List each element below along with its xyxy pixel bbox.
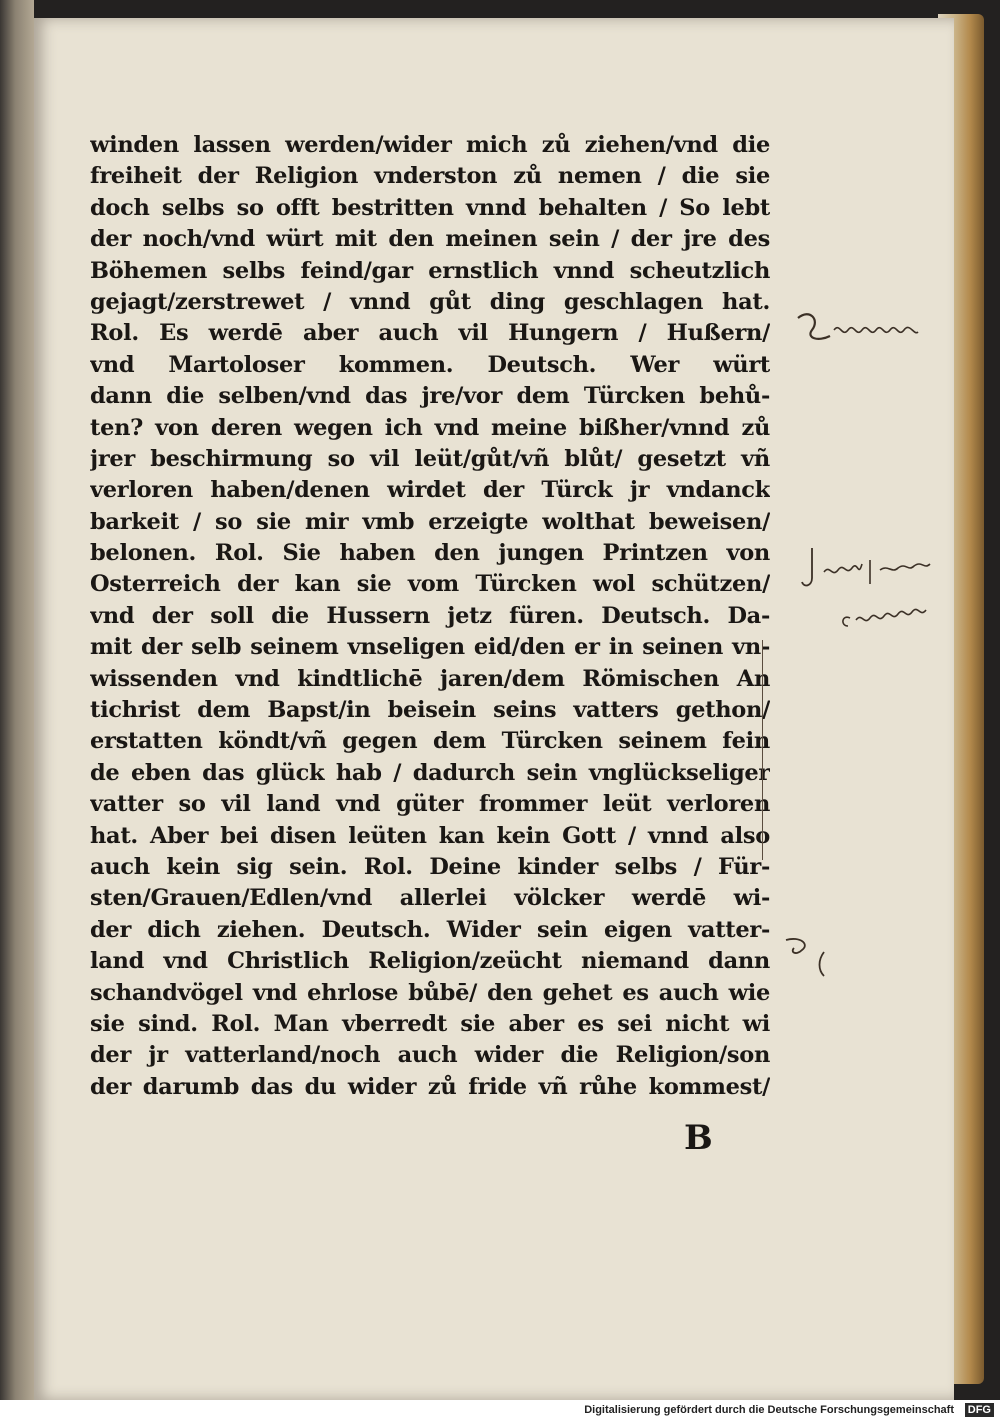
body-text bbox=[90, 130, 770, 1103]
text-line: hat. Aber bei disen leüten kan kein Gott / vnnd also bbox=[90, 822, 770, 849]
text-line: barkeit / so sie mir vmb erzeigte wolthat beweisen/ bbox=[90, 508, 770, 535]
text-line: winden lassen werden/wider mich zů ziehen/vnd die bbox=[90, 132, 770, 158]
text-line: dann die selben/vnd das jre/vor dem Türcken behů- bbox=[90, 383, 770, 410]
dfg-logo: DFG bbox=[965, 1403, 994, 1417]
text-line: auch kein sig sein. Rol. Deine kinder selbs / Für- bbox=[90, 853, 770, 880]
marginalia-hungern bbox=[790, 300, 940, 360]
text-line: doch selbs so offt bestritten vnnd behalten / So lebt bbox=[90, 194, 770, 221]
text-line: schandvögel vnd ehrlose bůbē/ den gehet es auch wie bbox=[90, 979, 770, 1006]
text-line: der noch/vnd würt mit den meinen sein / der jre des bbox=[90, 226, 770, 253]
text-line: freiheit der Religion vnderston zů nemen / die sie bbox=[90, 163, 770, 190]
text-line: gejagt/zerstrewet / vnnd gůt ding geschlagen hat. bbox=[90, 288, 770, 315]
margin-bracket bbox=[752, 640, 763, 860]
previous-page-edge bbox=[0, 0, 34, 1400]
text-line: ten? von deren wegen ich vnd meine bißher/vnnd zů bbox=[90, 414, 770, 441]
text-line: belonen. Rol. Sie haben den jungen Printzen von bbox=[90, 540, 770, 567]
text-line: Osterreich der kan sie vom Türcken wol schützen/ bbox=[90, 571, 770, 598]
text-line: Rol. Es werdē aber auch vil Hungern / Hußern/ bbox=[90, 320, 770, 347]
text-line: vnd der soll die Hussern jetz füren. Deutsch. Da- bbox=[90, 602, 770, 629]
text-line: vnd Martoloser kommen. Deutsch. Wer würt bbox=[90, 351, 770, 378]
text-line: verloren haben/denen wirdet der Türck jr vndanck bbox=[90, 477, 770, 504]
text-line: tichrist dem Bapst/in beisein seins vatters gethon/ bbox=[90, 697, 770, 724]
text-line: sten/Grauen/Edlen/vnd allerlei völcker werdē wi- bbox=[90, 885, 770, 912]
text-line: wissenden vnd kindtlichē jaren/dem Römischen An bbox=[90, 665, 770, 692]
text-line: de eben das glück hab / dadurch sein vnglückseliger bbox=[90, 759, 770, 786]
text-line: Böhemen selbs feind/gar ernstlich vnnd scheutzlich bbox=[90, 257, 770, 284]
text-line: der darumb das du wider zů fride vñ růhe kommest/ bbox=[90, 1073, 770, 1100]
text-line: land vnd Christlich Religion/zeücht niemand dann bbox=[90, 948, 770, 975]
marginalia-mark bbox=[780, 930, 850, 980]
digitization-credit: Digitalisierung gefördert durch die Deutsche Forschungsgemeinschaft bbox=[584, 1404, 954, 1416]
text-line: erstatten köndt/vñ gegen dem Türcken seinem fein bbox=[90, 728, 770, 755]
text-line: mit der selb seinem vnseligen eid/den er in seinen vn- bbox=[90, 634, 770, 661]
text-line: der dich ziehen. Deutsch. Wider sein eigen vatter- bbox=[90, 916, 770, 943]
signature-mark: B bbox=[684, 1118, 713, 1158]
text-line: vatter so vil land vnd güter frommer leüt verloren bbox=[90, 791, 770, 818]
marginalia-jung-printz bbox=[800, 540, 960, 640]
text-line: sie sind. Rol. Man vberredt sie aber es sei nicht wi bbox=[90, 1010, 770, 1037]
text-line: der jr vatterland/noch auch wider die Religion/son bbox=[90, 1042, 770, 1069]
footer-bar bbox=[0, 1400, 1000, 1423]
text-line: jrer beschirmung so vil leüt/gůt/vñ blůt/ gesetzt vñ bbox=[90, 445, 770, 472]
